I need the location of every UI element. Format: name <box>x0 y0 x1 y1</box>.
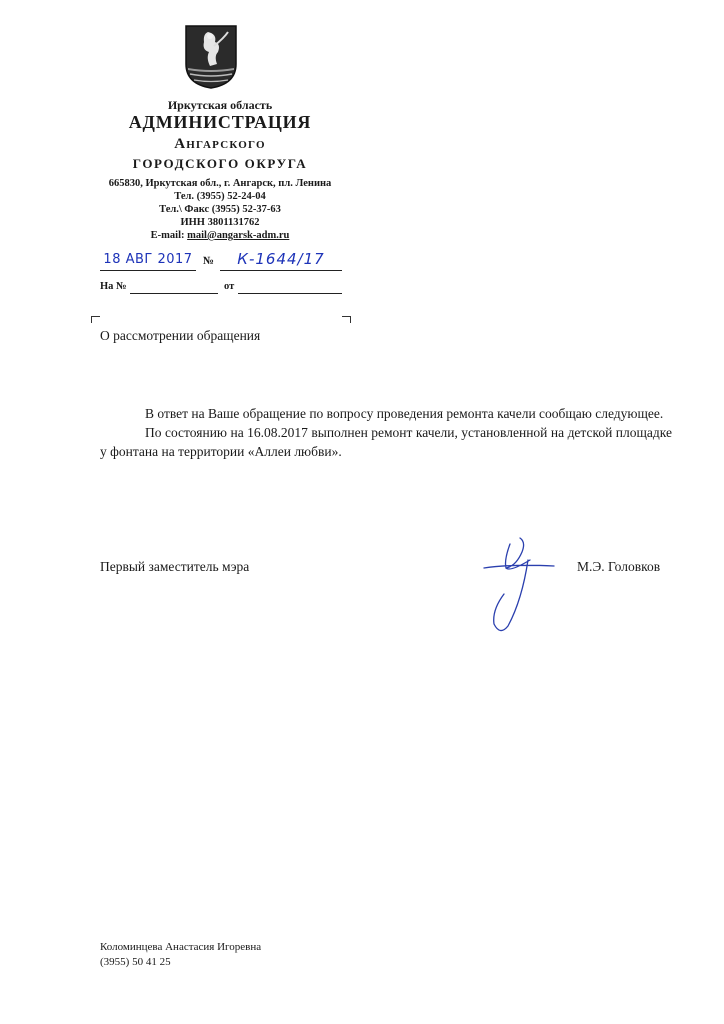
executor-name: Коломинцева Анастасия Игоревна <box>100 941 262 953</box>
reference-number-label: На № <box>100 281 127 292</box>
letter-body <box>100 404 672 461</box>
organization-fax: Тел.\ Факс (3955) 52-37-63 <box>159 204 281 215</box>
corner-mark-left <box>91 316 100 323</box>
organization-title: АДМИНИСТРАЦИЯ <box>128 112 312 132</box>
executor-block <box>100 940 261 970</box>
reference-date-blank <box>238 281 342 294</box>
corner-mark-right <box>342 316 351 323</box>
body-paragraph: В ответ на Ваше обращение по вопросу проведения ремонта качели сообщаю следующее. <box>145 406 664 421</box>
organization-phone: Тел. (3955) 52-24-04 <box>174 191 266 202</box>
registration-line <box>100 252 346 274</box>
email-link[interactable]: mail@angarsk-adm.ru <box>187 230 290 241</box>
registration-number: К-1644/17 <box>220 250 342 271</box>
signatory-title: Первый заместитель мэра <box>100 559 250 574</box>
reference-number-blank <box>130 281 218 294</box>
organization-inn: ИНН 3801131762 <box>180 217 260 228</box>
body-paragraph: По состоянию на 16.08.2017 выполнен ремонт качели, установленной на детской площадке у фонтана на территории «Аллеи любви». <box>100 425 672 459</box>
city-line-2: ГОРОДСКОГО ОКРУГА <box>132 156 308 171</box>
registration-number-label: № <box>203 255 215 267</box>
registration-date-stamp: 18 АВГ 2017 <box>100 252 196 271</box>
coat-of-arms-icon <box>184 24 238 90</box>
reference-line <box>100 281 346 297</box>
organization-email <box>70 230 370 243</box>
reference-from-label: от <box>224 281 235 292</box>
city-line-1: Ангарского <box>174 136 266 152</box>
handwritten-signature <box>470 530 560 640</box>
executor-phone: (3955) 50 41 25 <box>100 956 171 968</box>
signatory-name: М.Э. Головков <box>577 559 661 574</box>
email-label: E-mail: <box>150 230 188 241</box>
organization-address: 665830, Иркутская обл., г. Ангарск, пл. Ленина <box>108 178 332 189</box>
region-name: Иркутская область <box>167 98 273 112</box>
letter-subject: О рассмотрении обращения <box>100 328 261 343</box>
